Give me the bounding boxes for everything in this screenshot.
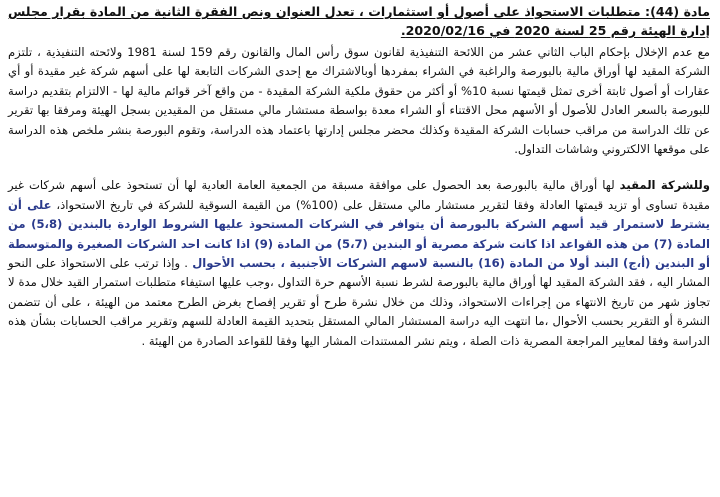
paragraph-second-lead: وللشركة المقيد [619,178,710,193]
paragraph-second-emphasis: على أن يشترط لاستمرار قيد أسهم الشركة بالبورصة أن يتوافر في الشركات المستحوذ عليها الشروط الواردة بالبندين (5،8) من المادة (7) من هذه القواعد اذا كانت شركة مصرية أو البندين (5،7) من المادة (9) اذا كانت احد الشركات الصغيرة والمتوسطة أو البندين (أ،ج) البند أولا من المادة (16) بالنسبة لاسهم الشركات الأجنبية ، بحسب الأحوال [8,197,710,271]
article-title: مادة (44): متطلبات الاستحواذ على أصول أو استثمارات ، تعدل العنوان ونص الفقرة الثانية من المادة بقرار مجلس إدارة الهيئة رقم 25 لسنة 2020 في 2020/02/16. [8,4,710,38]
paragraph-first: مع عدم الإخلال بإحكام الباب الثاني عشر من اللائحة التنفيذية لقانون سوق رأس المال والقانون رقم 159 لسنة 1981 ولائحته التنفيذية ، تلتزم الشركة المقيد لها أوراق مالية بالبورصة والراغبة في الشراء بمفردها أوبالاشتراك مع إحدى الشركات التابعة لها على أسهم شركة غير مقيدة أو أي عقارات أو أصول ثابتة أخرى تمثل قيمتها نسبة 10% أو أكثر من حقوق ملكية الشركة المقيدة - من واقع آخر قوائم مالية لها - الالتزام بتقديم دراسة للبورصة بالسعر العادل للأصول أو الأسهم محل الاقتناء أو الشراء معدة بواسطة مستشار مالي مستقل من المقيدين بسجل الهيئة ومرفقا بها تقرير عن تلك الدراسة من مراقب حسابات الشركة المقيدة وكذلك محضر مجلس إدارتها باعتماد هذه الدراسة، وتقوم البورصة بنشر ملخص هذه الدراسة على موقعها الالكتروني وشاشات التداول. [8,45,711,157]
paragraph-second [8,176,710,351]
paragraph-second-text-b: . وإذا ترتب على الاستحواذ على النحو المشار اليه ، فقد الشركة المقيد لها أوراق مالية بالبورصة لشرط نسبة الأسهم حرة التداول ،وجب عليها استيفاء متطلبات استمرار القيد خلال مدة لا تجاوز شهر من تاريخ الانتهاء من إجراءات الاستحواذ، وذلك من خلال نشرة طرح أو تقرير إفصاح بغرض الطرح معتمد من الهيئة ، على أن تتضمن النشرة أو التقرير بحسب الأحوال ،ما انتهت اليه دراسة المستشار المالي المستقل بتحديد القيمة العادلة للسهم وتقرير مراقب الحسابات بشأن هذه الدراسة وفقا لمعايير المراجعة المصرية ذات الصلة ، ويتم نشر المستندات المشار اليها وفقا للقواعد الصادرة من الهيئة . [8,256,710,348]
paragraph-spacer [8,159,710,176]
paragraph-second-text-a: لها أوراق مالية بالبورصة بعد الحصول على موافقة مسبقة من الجمعية العامة العادية لها أن تستحوذ على أسهم شركات غير مقيدة تساوى أو تزيد قيمتها العادلة وفقا لتقرير مستشار مالي مستقل على (100%) من القيمة السوقية للشركة في تاريخ الاستحواذ، [8,178,710,212]
